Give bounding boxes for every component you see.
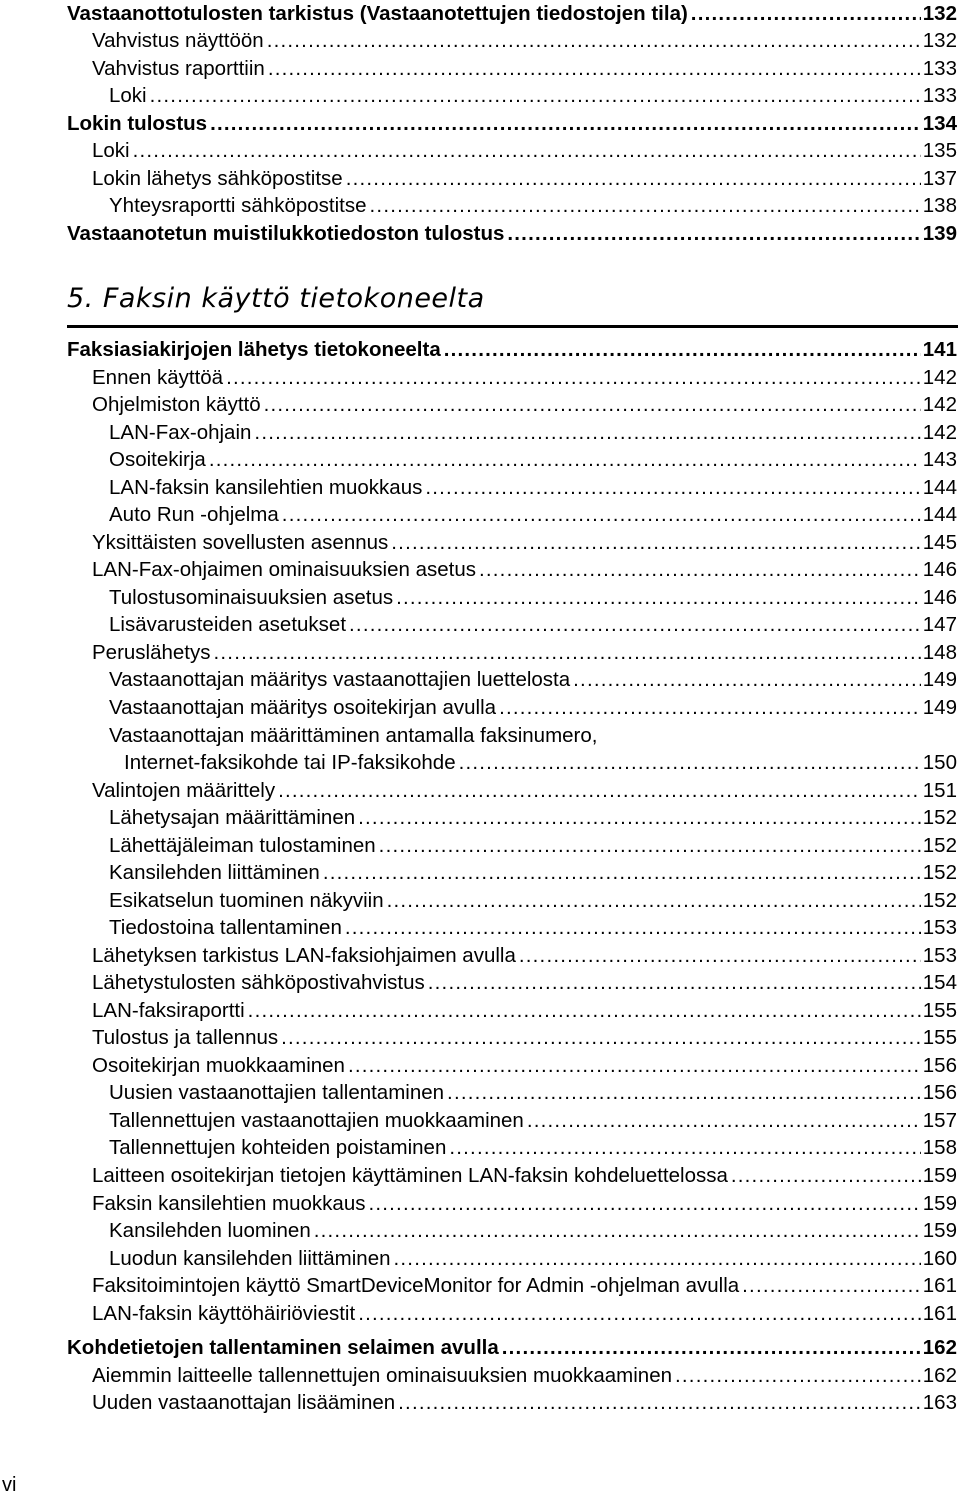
toc-entry-title: Lokin tulostus [67, 112, 208, 135]
toc-entry[interactable] [109, 889, 957, 913]
toc-entry-title: Yhteysraportti sähköpostitse [109, 194, 367, 217]
toc-entry-title: Kohdetietojen tallentaminen selaimen avulla [67, 1336, 499, 1359]
toc-dot-leader [675, 1364, 921, 1388]
toc-entry-title: LAN-faksin käyttöhäiriöviestit [92, 1302, 356, 1325]
toc-entry-page: 132 [922, 2, 957, 25]
toc-dot-leader [519, 944, 921, 968]
toc-entry[interactable] [109, 421, 957, 445]
toc-dot-leader [314, 1219, 921, 1243]
toc-entry-page: 157 [922, 1109, 957, 1132]
toc-entry[interactable] [92, 366, 957, 390]
toc-entry-page: 162 [922, 1364, 957, 1387]
toc-dot-leader [742, 1274, 921, 1298]
toc-dot-leader [394, 1247, 921, 1271]
toc-entry-page: 145 [922, 531, 957, 554]
toc-dot-leader [502, 1336, 921, 1360]
toc-entry-page: 156 [922, 1081, 957, 1104]
toc-dot-leader [226, 366, 921, 390]
toc-entry-page: 162 [922, 1336, 957, 1359]
toc-entry-title: Lokin lähetys sähköpostitse [92, 167, 343, 190]
toc-entry-title: Lisävarusteiden asetukset [109, 613, 347, 636]
toc-entry[interactable] [92, 393, 957, 417]
toc-entry-title: Vastaanottotulosten tarkistus (Vastaanotettujen tiedostojen tila) [67, 2, 688, 25]
toc-entry-title: Tallennettujen kohteiden poistaminen [109, 1136, 447, 1159]
toc-dot-leader [346, 167, 921, 191]
toc-entry-page: 143 [922, 448, 957, 471]
toc-entry-title: Vastaanottajan määritys osoitekirjan avulla [109, 696, 497, 719]
toc-dot-leader [349, 613, 921, 637]
toc-entry-title: Tiedostoina tallentaminen [109, 916, 342, 939]
toc-entry-title: LAN-faksiraportti [92, 999, 245, 1022]
toc-entry[interactable] [109, 1109, 957, 1133]
chapter-rule [67, 325, 958, 328]
toc-entry-title: Faksin kansilehtien muokkaus [92, 1192, 366, 1215]
toc-dot-leader [731, 1164, 921, 1188]
toc-entry[interactable] [109, 1081, 957, 1105]
toc-entry-title: Kansilehden liittäminen [109, 861, 320, 884]
toc-entry-page: 160 [922, 1247, 957, 1270]
toc-entry-title: Esikatselun tuominen näkyviin [109, 889, 384, 912]
toc-entry-title: Auto Run -ohjelma [109, 503, 279, 526]
toc-entry[interactable] [109, 916, 957, 940]
toc-entry[interactable] [109, 696, 957, 720]
toc-entry-page: 135 [922, 139, 957, 162]
toc-entry-title: Ohjelmiston käyttö [92, 393, 261, 416]
toc-dot-leader [573, 668, 921, 692]
toc-entry-title: Vastaanotetun muistilukkotiedoston tulostus [67, 222, 505, 245]
toc-entry-page: 146 [922, 558, 957, 581]
toc-entry[interactable] [92, 1274, 957, 1298]
toc-entry-title: Loki [109, 84, 147, 107]
toc-entry[interactable] [92, 1026, 957, 1050]
toc-entry-page: 153 [922, 916, 957, 939]
toc-entry[interactable] [92, 944, 957, 968]
toc-dot-leader [444, 338, 921, 362]
toc-dot-leader [254, 421, 920, 445]
toc-entry[interactable] [67, 112, 957, 136]
toc-entry[interactable] [109, 613, 957, 637]
toc-entry[interactable] [92, 1302, 957, 1326]
toc-entry-page: 142 [922, 366, 957, 389]
toc-entry[interactable] [92, 1164, 957, 1188]
toc-entry-page: 146 [922, 586, 957, 609]
toc-entry-page: 152 [922, 834, 957, 857]
toc-entry[interactable] [109, 1136, 957, 1160]
toc-dot-leader [527, 1109, 921, 1133]
toc-entry-page: 138 [922, 194, 957, 217]
toc-entry-page: 154 [922, 971, 957, 994]
toc-entry[interactable] [109, 84, 957, 108]
toc-entry[interactable] [92, 167, 957, 191]
toc-entry-page: 161 [922, 1302, 957, 1325]
toc-dot-leader [368, 1192, 920, 1216]
toc-entry-title: Lähetystulosten sähköpostivahvistus [92, 971, 425, 994]
toc-entry[interactable] [109, 503, 957, 527]
toc-entry[interactable] [109, 1219, 957, 1243]
toc-dot-leader [282, 503, 921, 527]
toc-entry-page: 132 [922, 29, 957, 52]
toc-entry[interactable] [109, 724, 597, 748]
toc-dot-leader [323, 861, 921, 885]
toc-entry[interactable] [109, 806, 957, 830]
toc-entry[interactable] [109, 476, 957, 500]
toc-dot-leader [479, 558, 921, 582]
toc-entry-page: 150 [922, 751, 957, 774]
toc-dot-leader [398, 1391, 921, 1415]
toc-entry[interactable] [92, 779, 957, 803]
toc-entry-title: Faksiasiakirjojen lähetys tietokoneelta [67, 338, 441, 361]
toc-entry-title: Osoitekirjan muokkaaminen [92, 1054, 345, 1077]
toc-entry-title: Lähetyksen tarkistus LAN-faksiohjaimen avulla [92, 944, 516, 967]
toc-entry-title: Aiemmin laitteelle tallennettujen ominaisuuksien muokkaaminen [92, 1364, 673, 1387]
toc-entry-title: LAN-Fax-ohjain [109, 421, 252, 444]
toc-dot-leader [348, 1054, 921, 1078]
toc-entry[interactable] [124, 751, 957, 775]
toc-entry-title: LAN-faksin kansilehtien muokkaus [109, 476, 423, 499]
toc-entry-page: 133 [922, 57, 957, 80]
toc-entry-page: 159 [922, 1164, 957, 1187]
toc-entry-page: 144 [922, 476, 957, 499]
toc-entry-title: LAN-Fax-ohjaimen ominaisuuksien asetus [92, 558, 476, 581]
toc-entry-page: 158 [922, 1136, 957, 1159]
toc-entry-title: Lähetysajan määrittäminen [109, 806, 356, 829]
toc-entry[interactable] [92, 1391, 957, 1415]
toc-entry-page: 156 [922, 1054, 957, 1077]
toc-entry-page: 148 [922, 641, 957, 664]
toc-entry[interactable] [92, 971, 957, 995]
toc-entry-title: Internet-faksikohde tai IP-faksikohde [124, 751, 456, 774]
toc-entry-page: 155 [922, 999, 957, 1022]
toc-dot-leader [278, 779, 921, 803]
toc-dot-leader [379, 834, 921, 858]
toc-entry-page: 163 [922, 1391, 957, 1414]
toc-entry-page: 134 [922, 112, 957, 135]
toc-dot-leader [396, 586, 921, 610]
toc-entry[interactable] [109, 448, 957, 472]
toc-dot-leader [459, 751, 921, 775]
toc-entry-title: Ennen käyttöä [92, 366, 224, 389]
toc-entry-title: Faksitoimintojen käyttö SmartDeviceMonitor for Admin -ohjelman avulla [92, 1274, 740, 1297]
toc-entry-page: 151 [922, 779, 957, 802]
toc-entry[interactable] [109, 668, 957, 692]
toc-entry-title: Peruslähetys [92, 641, 211, 664]
toc-dot-leader [210, 112, 921, 136]
toc-entry-title: Osoitekirja [109, 448, 206, 471]
toc-entry[interactable] [92, 641, 957, 665]
toc-entry-title: Yksittäisten sovellusten asennus [92, 531, 389, 554]
toc-entry-page: 147 [922, 613, 957, 636]
toc-entry-page: 159 [922, 1219, 957, 1242]
toc-dot-leader [507, 222, 920, 246]
toc-entry-page: 155 [922, 1026, 957, 1049]
toc-entry[interactable] [109, 1247, 957, 1271]
toc-dot-leader [214, 641, 921, 665]
toc-entry-title: Kansilehden luominen [109, 1219, 311, 1242]
toc-entry-title: Loki [92, 139, 130, 162]
toc-entry-page: 141 [922, 338, 957, 361]
toc-entry[interactable] [92, 57, 957, 81]
toc-entry[interactable] [92, 999, 957, 1023]
toc-entry-title: Uusien vastaanottajien tallentaminen [109, 1081, 445, 1104]
toc-entry-page: 149 [922, 668, 957, 691]
toc-dot-leader [248, 999, 921, 1023]
toc-dot-leader [447, 1081, 921, 1105]
toc-entry[interactable] [67, 338, 957, 362]
toc-entry-page: 139 [922, 222, 957, 245]
toc-dot-leader [358, 1302, 921, 1326]
toc-entry[interactable] [92, 139, 957, 163]
toc-entry-page: 159 [922, 1192, 957, 1215]
toc-entry[interactable] [92, 531, 957, 555]
toc-dot-leader [209, 448, 921, 472]
toc-entry-title: Luodun kansilehden liittäminen [109, 1247, 391, 1270]
toc-entry-title: Vahvistus näyttöön [92, 29, 264, 52]
toc-dot-leader [267, 29, 921, 53]
toc-entry-title: Valintojen määrittely [92, 779, 276, 802]
chapter-title: 5. Faksin käyttö tietokoneelta [67, 283, 485, 314]
toc-entry-page: 152 [922, 889, 957, 912]
toc-entry[interactable] [109, 194, 957, 218]
toc-entry[interactable] [92, 1054, 957, 1078]
toc-entry-page: 142 [922, 393, 957, 416]
toc-entry-title: Tallennettujen vastaanottajien muokkaaminen [109, 1109, 524, 1132]
toc-dot-leader [281, 1026, 921, 1050]
toc-dot-leader [358, 806, 921, 830]
toc-entry[interactable] [67, 1336, 957, 1360]
toc-entry-page: 152 [922, 861, 957, 884]
toc-dot-leader [268, 57, 921, 81]
toc-entry-title: Tulostusominaisuuksien asetus [109, 586, 394, 609]
toc-entry[interactable] [92, 558, 957, 582]
toc-dot-leader [345, 916, 921, 940]
toc-dot-leader [387, 889, 921, 913]
toc-dot-leader [499, 696, 921, 720]
toc-entry-title: Vahvistus raporttiin [92, 57, 265, 80]
toc-entry-page: 153 [922, 944, 957, 967]
toc-entry[interactable] [92, 1192, 957, 1216]
toc-dot-leader [370, 194, 921, 218]
toc-entry[interactable] [92, 1364, 957, 1388]
toc-dot-leader [449, 1136, 920, 1160]
toc-entry-page: 142 [922, 421, 957, 444]
toc-entry[interactable] [67, 2, 957, 26]
toc-dot-leader [428, 971, 921, 995]
toc-dot-leader [691, 2, 921, 26]
toc-entry-title: Uuden vastaanottajan lisääminen [92, 1391, 396, 1414]
toc-dot-leader [391, 531, 921, 555]
toc-entry-page: 149 [922, 696, 957, 719]
page-number-footer: vi [2, 1474, 17, 1496]
toc-entry-title: Tulostus ja tallennus [92, 1026, 279, 1049]
toc-entry-page: 161 [922, 1274, 957, 1297]
toc-entry-title: Lähettäjäleiman tulostaminen [109, 834, 376, 857]
toc-entry[interactable] [67, 222, 957, 246]
toc-entry-page: 152 [922, 806, 957, 829]
toc-entry[interactable] [109, 834, 957, 858]
toc-entry[interactable] [109, 586, 957, 610]
toc-entry-page: 144 [922, 503, 957, 526]
toc-dot-leader [150, 84, 921, 108]
toc-entry[interactable] [92, 29, 957, 53]
toc-entry-page: 137 [922, 167, 957, 190]
toc-dot-leader [425, 476, 920, 500]
toc-entry[interactable] [109, 861, 957, 885]
toc-entry-page: 133 [922, 84, 957, 107]
toc-dot-leader [133, 139, 921, 163]
toc-entry-title: Vastaanottajan määritys vastaanottajien luettelosta [109, 668, 571, 691]
toc-entry-title: Laitteen osoitekirjan tietojen käyttäminen LAN-faksin kohdeluettelossa [92, 1164, 728, 1187]
toc-entry-title: Vastaanottajan määrittäminen antamalla faksinumero, [109, 724, 598, 747]
toc-dot-leader [264, 393, 921, 417]
